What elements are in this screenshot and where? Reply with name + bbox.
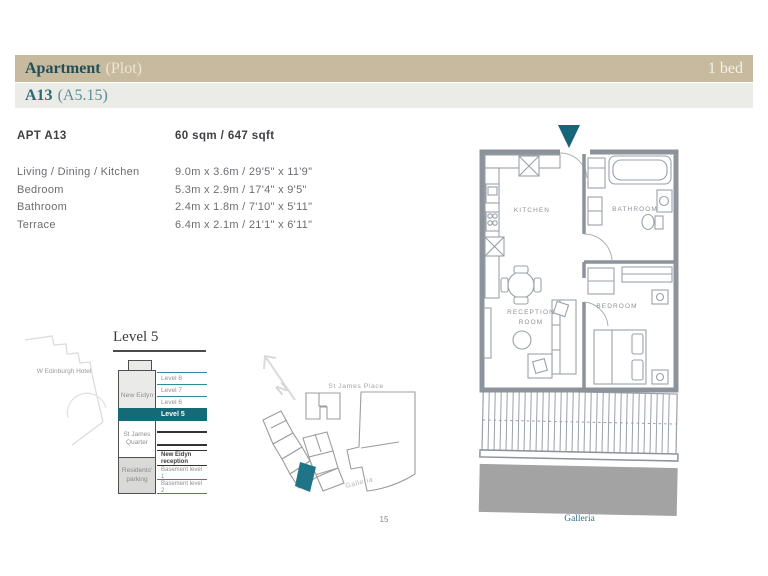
- galleria-roof-band: [479, 464, 678, 516]
- room-name: Terrace: [17, 218, 56, 231]
- basement-rows: [157, 466, 207, 494]
- table-row: [17, 199, 447, 217]
- level-row: Level 8: [157, 372, 207, 384]
- room-dims: 9.0m x 3.6m / 29'5" x 11'9": [175, 166, 313, 178]
- level-diagram-title: Level 5: [113, 329, 206, 352]
- block-residents-parking: Residents' parking: [118, 458, 156, 494]
- apartment-name: APT A13: [17, 130, 67, 142]
- site-buildings: [263, 392, 415, 491]
- table-row: [17, 164, 447, 182]
- room-name: Bedroom: [17, 183, 64, 196]
- page-number: 15: [379, 515, 389, 524]
- table-row: [17, 182, 447, 200]
- entrance-marker-icon: [558, 125, 580, 148]
- header-bar: [15, 55, 753, 82]
- north-arrow-icon: [264, 356, 295, 400]
- street-label-bottom: Galleria: [344, 476, 374, 490]
- reception-room-label: RECEPTION ROOM: [507, 309, 555, 326]
- block-new-eidyn: New Eidyn: [118, 370, 156, 420]
- north-label: N: [272, 379, 292, 400]
- unlabeled-level-lines: [157, 421, 207, 450]
- level-row: Level 6: [157, 396, 207, 408]
- level-line: [157, 431, 207, 433]
- current-level-row: Level 5: [118, 408, 207, 421]
- unit-code: A13: [25, 86, 53, 104]
- page-title-suffix: (Plot): [105, 59, 142, 77]
- reception-level-row: New Eidyn reception: [157, 450, 207, 466]
- bathroom-label: BATHROOM: [612, 206, 658, 213]
- room-dims: 6.4m x 2.1m / 21'1" x 6'11": [175, 218, 313, 231]
- room-name: Bathroom: [17, 201, 68, 213]
- terrace: [479, 390, 680, 516]
- bed-count-label: 1 bed: [707, 59, 743, 77]
- bedroom-label: BEDROOM: [596, 303, 638, 310]
- hall-storage: [588, 268, 614, 294]
- apartment-summary: [17, 130, 437, 142]
- room-dimensions-table: [17, 164, 447, 234]
- kitchen-label: KITCHEN: [513, 207, 551, 214]
- room-dims: 5.3m x 2.9m / 17'4" x 9'5": [175, 183, 307, 196]
- level-row: Level 7: [157, 384, 207, 396]
- room-name: Living / Dining / Kitchen: [17, 166, 140, 178]
- room-dims: 2.4m x 1.8m / 7'10" x 5'11": [175, 201, 313, 213]
- basement-row: Basement level 1: [157, 466, 207, 480]
- unit-code-suffix: (A5.15): [57, 86, 108, 104]
- level-line: [157, 444, 207, 446]
- hotel-outline-sketch: [10, 332, 115, 450]
- hotel-label: W Edinburgh Hotel: [36, 368, 92, 375]
- basement-row: Basement level 2: [157, 480, 207, 494]
- block-st-james-quarter: St James Quarter: [118, 421, 156, 458]
- unit-bar: [15, 83, 753, 108]
- street-label-top: St James Place: [328, 383, 384, 390]
- upper-level-rows: [157, 372, 207, 408]
- page-title: Apartment: [25, 59, 101, 77]
- plan-caption: Galleria: [564, 514, 595, 524]
- site-key-plan: [243, 338, 425, 506]
- apartment-area: 60 sqm / 647 sqft: [175, 130, 275, 142]
- table-row: [17, 217, 447, 235]
